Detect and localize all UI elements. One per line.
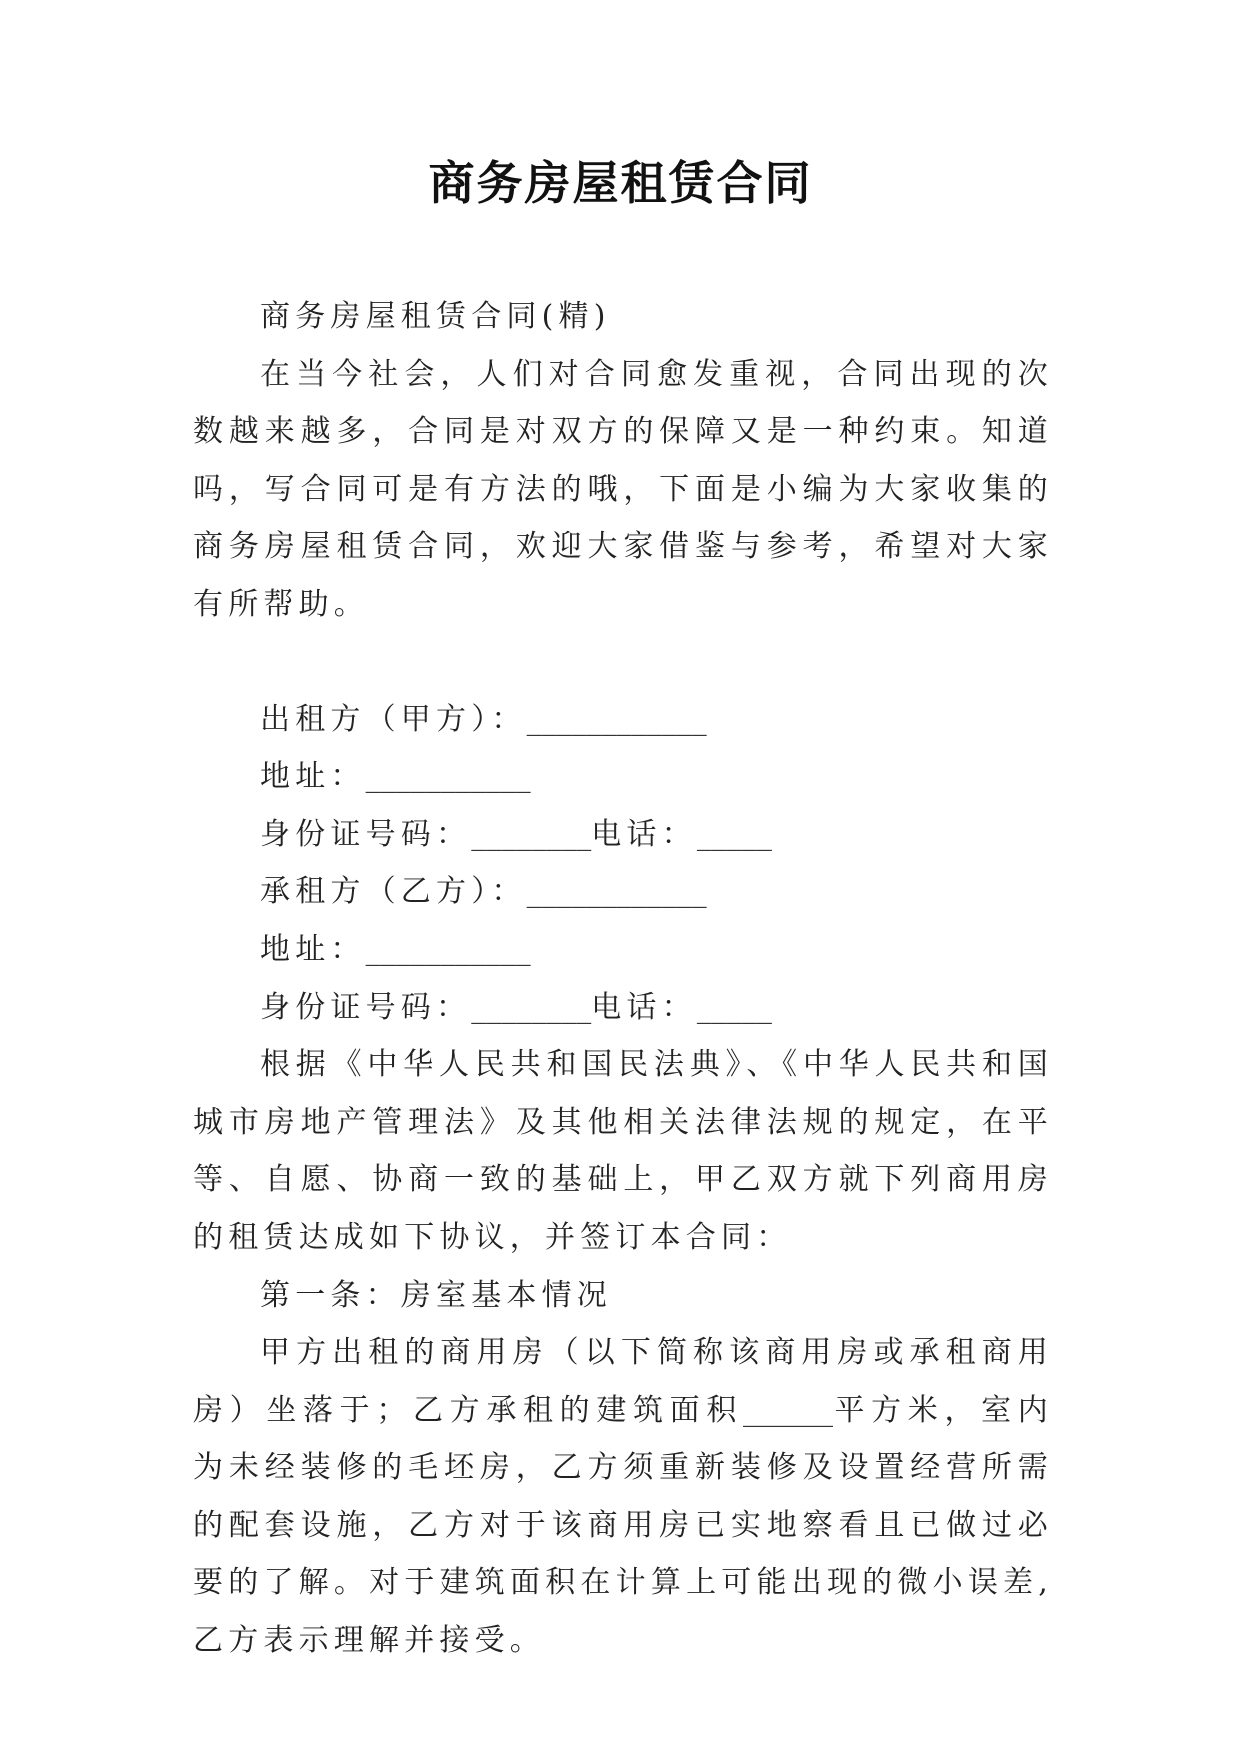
lessee-id-line bbox=[193, 979, 1053, 1037]
lessor-label: 出租方（甲方）： bbox=[260, 701, 527, 737]
lessor-phone-blank: _____ bbox=[696, 816, 772, 852]
lessor-address-blank: ___________ bbox=[365, 759, 531, 795]
article-1-text-b: 平方米，室内为未经装修的毛坯房，乙方须重新装修及设置经营所需的配套设施，乙方对于该商用房已实地察看且已做过必要的了解。对于建筑面积在计算上可能出现的微小误差,乙方表示理解并接受。 bbox=[193, 1392, 1053, 1659]
lessee-address-blank: ___________ bbox=[365, 931, 531, 967]
lessee-id-blank: ________ bbox=[471, 989, 592, 1025]
lessor-id-label: 身份证号码： bbox=[260, 816, 472, 852]
lessee-line bbox=[193, 863, 1053, 921]
lessee-address-label: 地址： bbox=[260, 931, 366, 967]
lessor-address-label: 地址： bbox=[260, 759, 366, 795]
document-title: 商务房屋租赁合同 bbox=[428, 156, 813, 210]
article-1-heading: 第一条：房室基本情况 bbox=[260, 1277, 612, 1313]
lessor-line bbox=[193, 691, 1053, 749]
article-1-paragraph bbox=[193, 1324, 1053, 1670]
subtitle-line: 商务房屋租赁合同(精) bbox=[260, 299, 611, 334]
lessee-label: 承租方（乙方）： bbox=[260, 874, 527, 910]
lessor-id-blank: ________ bbox=[471, 816, 592, 852]
paragraph-gap bbox=[193, 634, 1053, 691]
lessee-address-line bbox=[193, 921, 1053, 979]
lessee-id-label: 身份证号码： bbox=[260, 989, 472, 1025]
document-body bbox=[193, 288, 1053, 1670]
lessor-phone-label: 电话： bbox=[591, 816, 697, 852]
lessee-phone-blank: _____ bbox=[696, 989, 772, 1025]
area-blank: ______ bbox=[743, 1392, 833, 1428]
article-1-text-a: 甲方出租的商用房（以下简称该商用房或承租商用房）坐落于；乙方承租的建筑面积 bbox=[193, 1335, 1053, 1428]
lessor-id-line bbox=[193, 806, 1053, 864]
intro-paragraph: 在当今社会，人们对合同愈发重视，合同出现的次数越来越多，合同是对双方的保障又是一种约束。知道吗，写合同可是有方法的哦，下面是小编为大家收集的商务房屋租赁合同，欢迎大家借鉴与参考，希望对大家有所帮助。 bbox=[193, 356, 1053, 622]
lessor-blank: ____________ bbox=[526, 701, 707, 737]
lessee-phone-label: 电话： bbox=[591, 989, 697, 1025]
lessor-address-line bbox=[193, 748, 1053, 806]
legal-basis-paragraph: 根据《中华人民共和国民法典》、《中华人民共和国城市房地产管理法》及其他相关法律法规的规定，在平等、自愿、协商一致的基础上，甲乙双方就下列商用房的租赁达成如下协议，并签订本合同： bbox=[193, 1047, 1053, 1255]
lessee-blank: ____________ bbox=[526, 874, 707, 910]
